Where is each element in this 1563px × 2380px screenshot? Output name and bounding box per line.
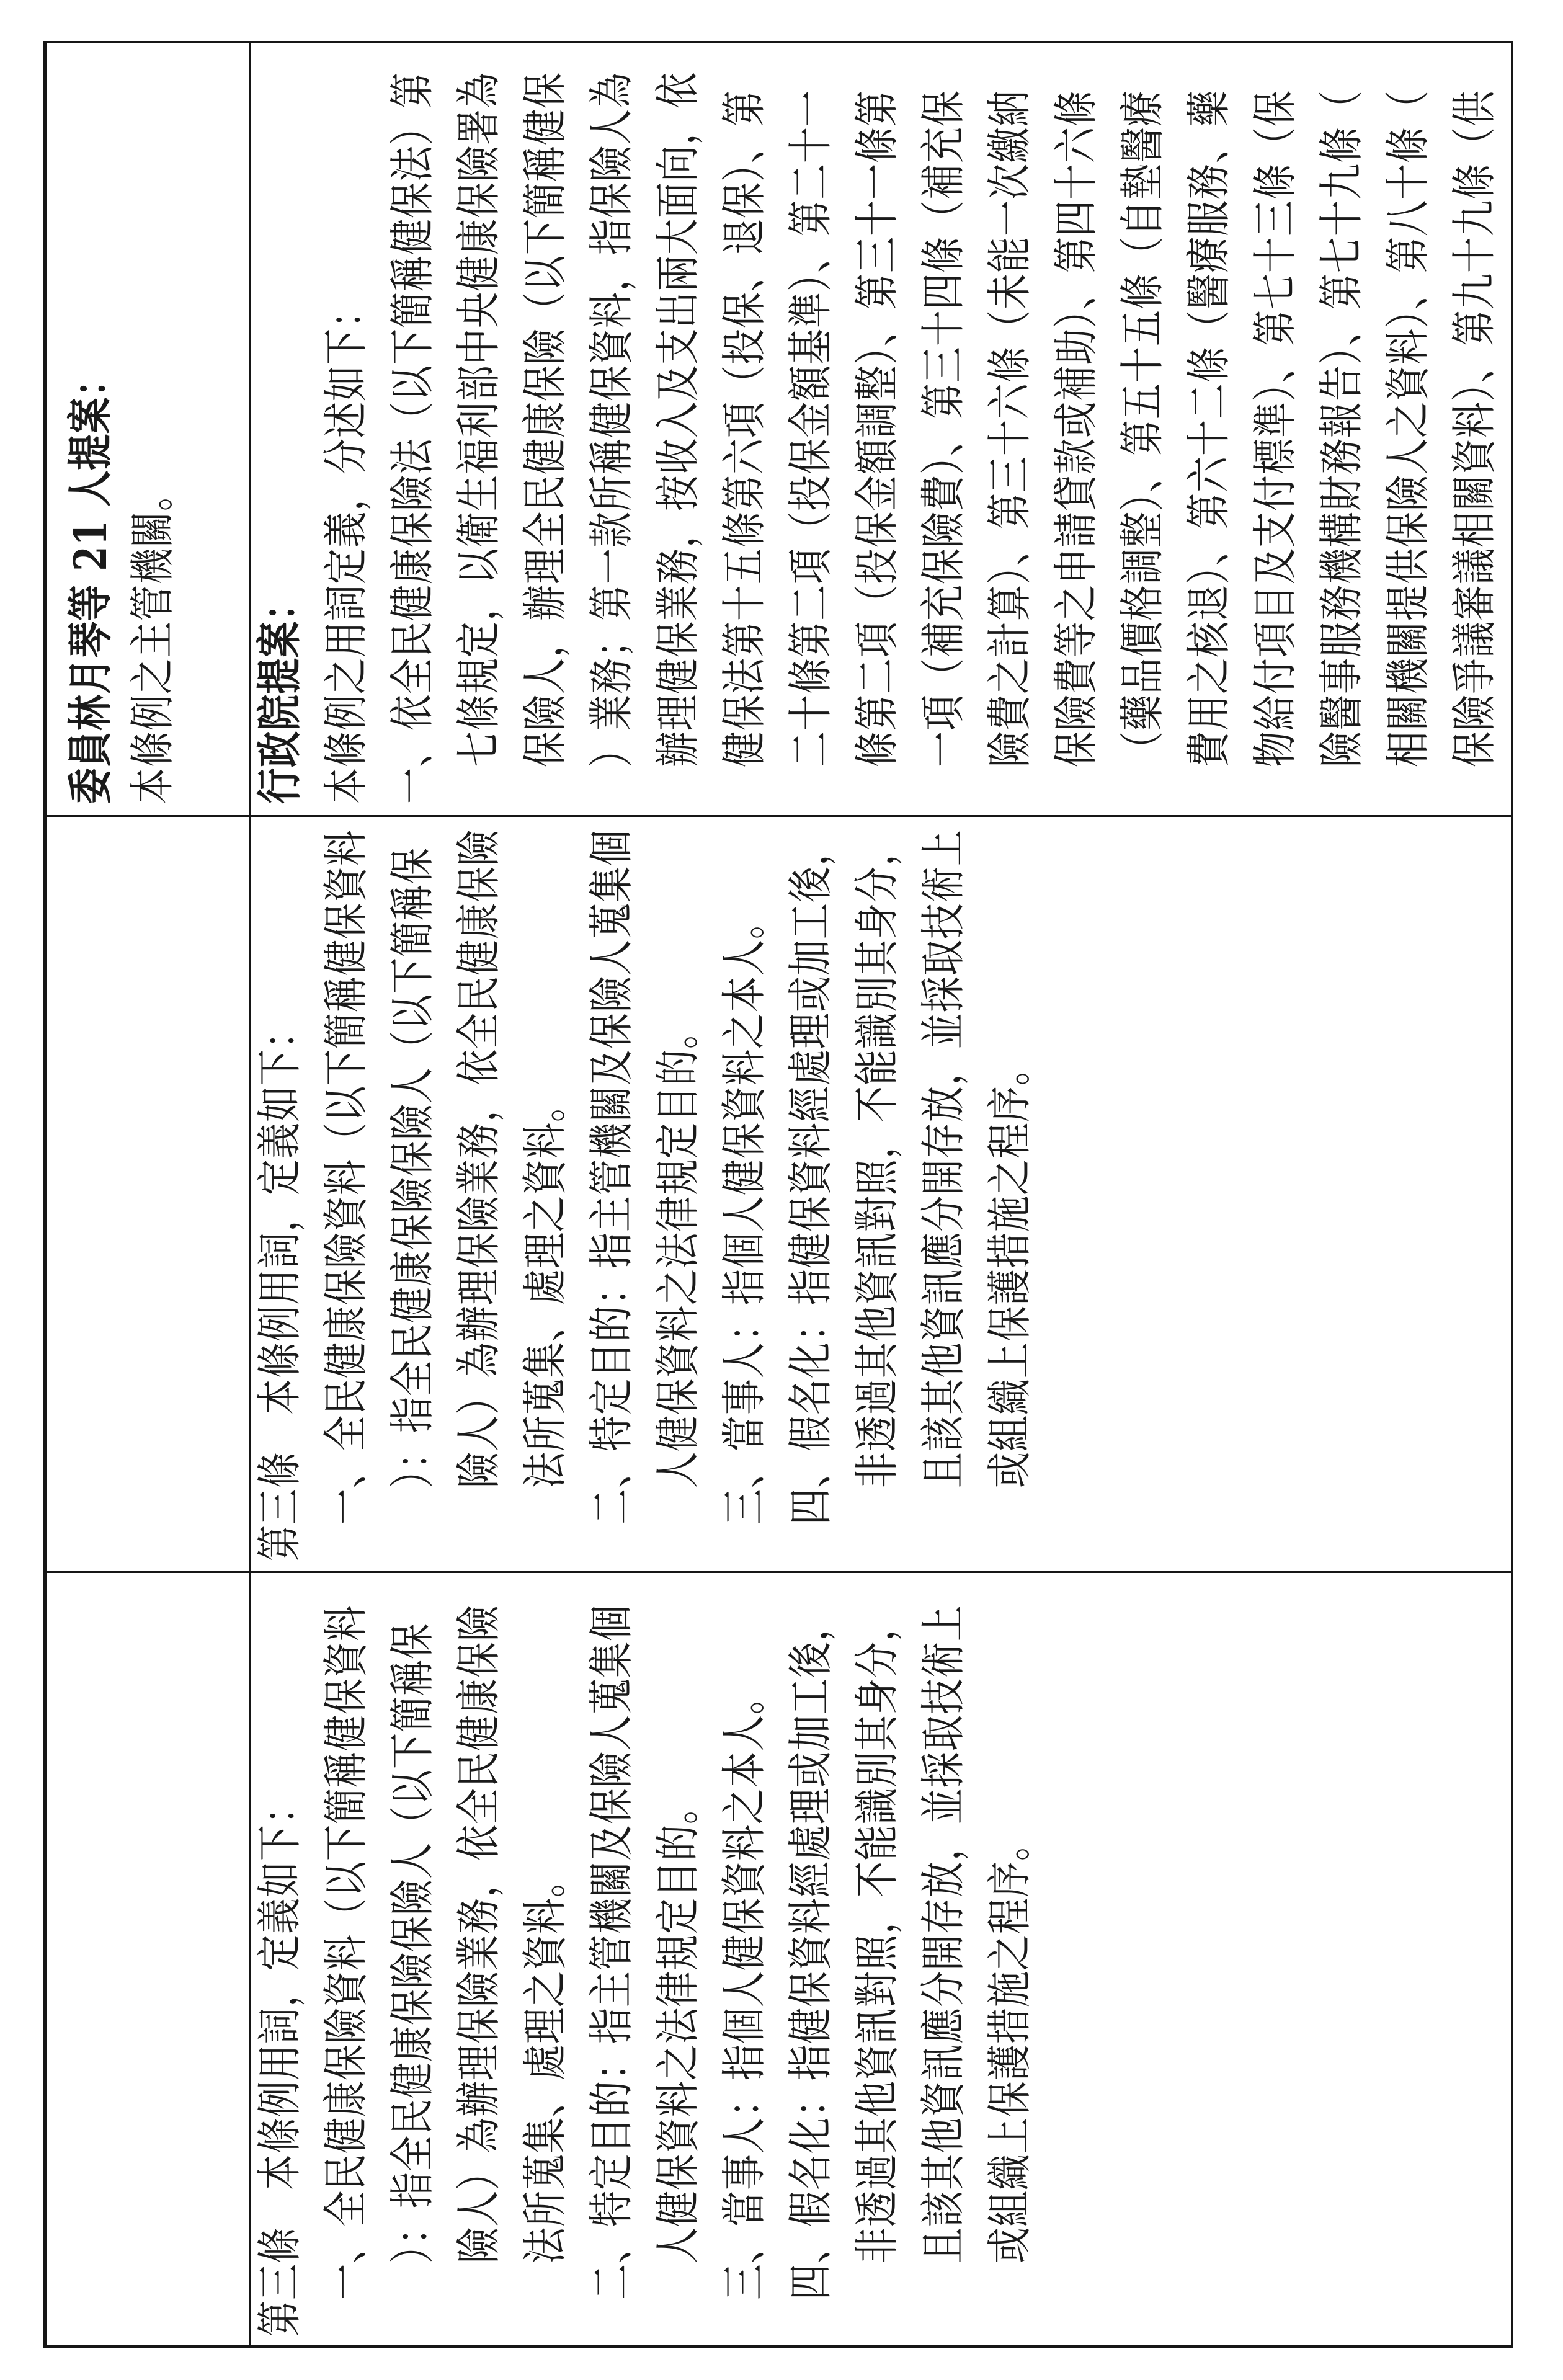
proposal-text-line: 物給付項目及支付標準）、第七十三條（保	[1249, 89, 1302, 767]
table-bottom-border	[1511, 41, 1513, 2348]
proposal-text-line: 保險爭議審議相關資料）、第九十九條（供	[1448, 89, 1501, 767]
proposal-text-line: 辦理健保業務，按收入及支出兩大面向，依	[651, 71, 705, 767]
definition-text-line: ）：指全民健康保險保險人（以下簡稱保	[386, 1622, 439, 2263]
definition-text-line: 或組織上保護措施之程序。	[983, 1048, 1036, 1488]
proposal-text-line: 一、依全民健康保險法（以下簡稱健保法）第	[386, 71, 439, 804]
definition-text-line: 四、假名化：指健保資料經處理或加工後，	[784, 829, 837, 1525]
proposal-text-line: 條第二項（投保金額調整）、第三十一條第	[850, 89, 904, 767]
definition-text-line: 二、特定目的：指主管機關及保險人蒐集個	[585, 829, 638, 1525]
proposal-text-line: 保險人，辦理全民健康保險（以下簡稱健保	[519, 71, 572, 767]
definition-text-line: 法所蒐集、處理之資料。	[519, 1085, 572, 1488]
proposal-text-line: 險醫事服務機構財務報告）、第七十九條（	[1315, 89, 1368, 767]
definition-text-line: 且該其他資訊應分開存放，並採取技術上	[917, 829, 970, 1488]
proposal-text-line: 費用之核退）、第六十二條（醫療服務、藥	[1182, 89, 1236, 767]
right-column-cell	[247, 46, 1511, 804]
definition-text-line: 險人）為辦理保險業務，依全民健康保險	[452, 829, 505, 1488]
proposal-text-line: 一項（補充保險費）、第三十四條（補充保	[917, 89, 970, 767]
proposer-heading: 委員林月琴等 21 人提案：	[64, 360, 117, 804]
column-divider-2	[43, 815, 1513, 817]
definition-text-line: 人健保資料之法律規定目的。	[651, 1012, 705, 1488]
definition-text-line: 非透過其他資訊對照，不能識別其身分，	[850, 829, 904, 1488]
middle-column-cell	[247, 820, 1511, 1561]
definition-text-line: 一、全民健康保險資料（以下簡稱健保資料	[319, 1604, 373, 2300]
proposal-text-line: 保險費等之申請貸款或補助）、第四十六條	[1049, 89, 1103, 767]
article-heading: 第三條 本條例用詞，定義如下：	[253, 1012, 306, 1561]
column-divider-1	[43, 1571, 1513, 1573]
definition-text-line: 三、當事人：指個人健保資料之本人。	[718, 902, 771, 1525]
proposal-text-line: ）業務；第一款所稱健保資料，指保險人為	[585, 71, 638, 767]
definition-text-line: 三、當事人：指個人健保資料之本人。	[718, 1677, 771, 2300]
definition-text-line: ）：指全民健康保險保險人（以下簡稱保	[386, 847, 439, 1488]
definition-text-line: 非透過其他資訊對照，不能識別其身分，	[850, 1604, 904, 2263]
definition-text-line: 法所蒐集、處理之資料。	[519, 1860, 572, 2263]
table-left-border	[43, 2345, 1513, 2348]
proposal-text-line: 二十條第二項（投保金額基準）、第二十一	[784, 89, 837, 767]
proposal-text-line: 健保法第十五條第六項（投保、退保）、第	[718, 89, 771, 767]
definition-text-line: 二、特定目的：指主管機關及保險人蒐集個	[585, 1604, 638, 2300]
definition-text-line: 險人）為辦理保險業務，依全民健康保險	[452, 1604, 505, 2263]
proposal-text-line: 七條規定，以衛生福利部中央健康保險署為	[452, 71, 505, 767]
right-column-top-cell	[47, 46, 246, 804]
proposer-heading: 行政院提案：	[253, 584, 306, 804]
table-right-border	[43, 41, 1513, 43]
definition-text-line: 且該其他資訊應分開存放，並採取技術上	[917, 1604, 970, 2263]
left-column-cell	[247, 1576, 1511, 2337]
definition-text-line: 一、全民健康保險資料（以下簡稱健保資料	[319, 829, 373, 1525]
proposal-text-line: 相關機關提供保險人之資料）、第八十條（	[1381, 89, 1435, 767]
definition-text-line: 人健保資料之法律規定目的。	[651, 1787, 705, 2263]
definition-text-line: 四、假名化：指健保資料經處理或加工後，	[784, 1604, 837, 2300]
proposal-text-line: （藥品價格調整）、第五十五條（自墊醫療	[1116, 89, 1169, 767]
definition-text-line: 或組織上保護措施之程序。	[983, 1824, 1036, 2263]
article-heading: 第三條 本條例用詞，定義如下：	[253, 1787, 306, 2337]
proposal-text-line: 險費之計算）、第三十六條（未能一次繳納	[983, 89, 1036, 767]
proposal-text-line: 本條例之主管機關。	[126, 474, 179, 804]
proposal-intro-line: 本條例之用詞定義，分述如下：	[319, 291, 373, 804]
